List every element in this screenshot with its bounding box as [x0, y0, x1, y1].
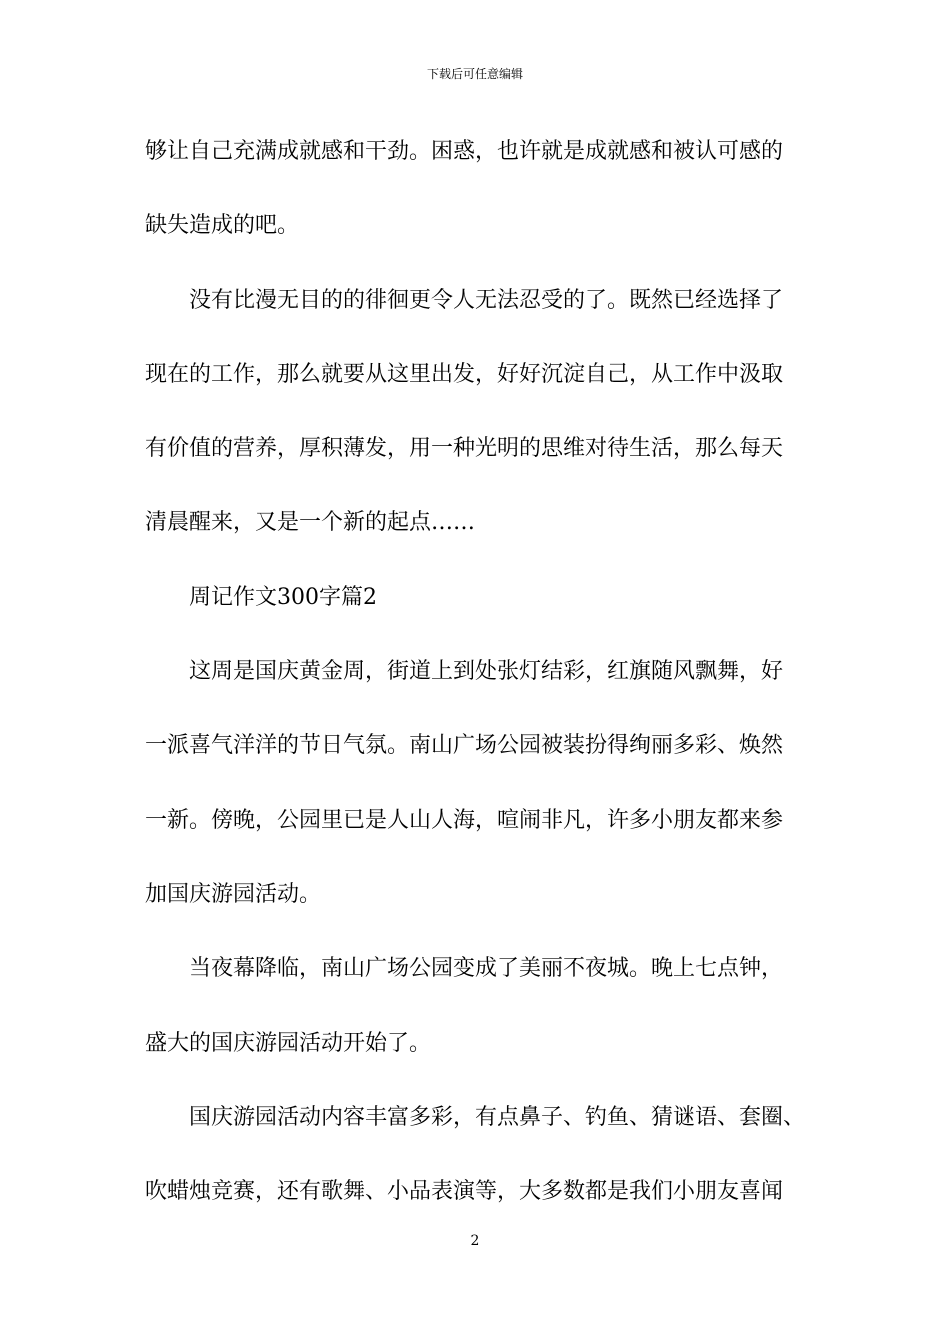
body-line-12: 当夜幕降临，南山广场公园变成了美丽不夜城。晚上七点钟，: [145, 956, 784, 981]
body-line-13: 盛大的国庆游园活动开始了。: [145, 1031, 432, 1056]
body-line-15: 吹蜡烛竞赛，还有歌舞、小品表演等，大多数都是我们小朋友喜闻: [145, 1179, 784, 1204]
body-line-8: 这周是国庆黄金周，街道上到处张灯结彩，红旗随风飘舞，好: [145, 659, 784, 684]
body-line-6: 清晨醒来，又是一个新的起点……: [145, 510, 476, 535]
body-line-1: 够让自己充满成就感和干劲。困惑，也许就是成就感和被认可感的: [145, 139, 784, 164]
body-line-3: 没有比漫无目的的徘徊更令人无法忍受的了。既然已经选择了: [145, 288, 784, 313]
body-line-2: 缺失造成的吧。: [145, 213, 300, 238]
body-line-10: 一新。傍晚，公园里已是人山人海，喧闹非凡，许多小朋友都来参: [145, 808, 784, 833]
body-line-14: 国庆游园活动内容丰富多彩，有点鼻子、钓鱼、猜谜语、套圈、: [145, 1105, 806, 1130]
body-line-9: 一派喜气洋洋的节日气氛。南山广场公园被装扮得绚丽多彩、焕然: [145, 733, 784, 758]
section-heading: 周记作文300字篇2: [145, 585, 377, 610]
body-line-11: 加国庆游园活动。: [145, 882, 322, 907]
body-line-5: 有价值的营养，厚积薄发，用一种光明的思维对待生活，那么每天: [145, 436, 784, 461]
page-number: 2: [470, 1233, 480, 1249]
body-line-4: 现在的工作，那么就要从这里出发，好好沉淀自己，从工作中汲取: [145, 362, 784, 387]
page-header: 下载后可任意编辑: [426, 67, 523, 81]
